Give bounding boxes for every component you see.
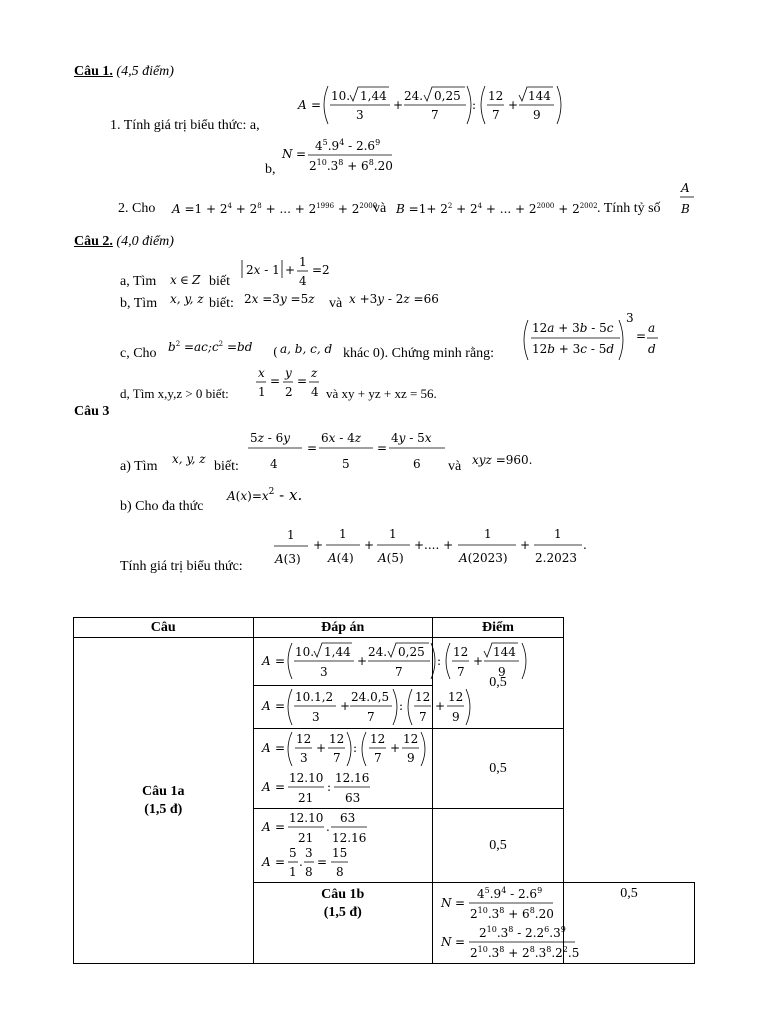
svg-text:6: 6 [413,457,421,471]
q3-b-text: b) Cho đa thức [120,499,204,514]
svg-text:21: 21 [297,791,313,805]
svg-text:12: 12 [295,732,311,746]
svg-text:=: = [311,98,322,112]
svg-text:3: 3 [319,665,328,679]
svg-text::: : [398,699,403,713]
svg-text:12: 12 [488,89,504,103]
q1-heading: Câu 1. (4,5 điểm) [74,64,174,79]
svg-text:7: 7 [418,710,427,724]
svg-text:A: A [261,741,271,755]
svg-text:1,44: 1,44 [360,89,387,103]
svg-text:12.10: 12.10 [288,771,323,785]
cau-1a-label: Câu 1a [142,784,185,799]
svg-text:12: 12 [452,645,468,659]
svg-text:.: . [298,855,303,869]
svg-text:1: 1 [258,385,266,399]
svg-text:=: = [455,896,466,910]
svg-text:N: N [441,935,452,949]
svg-text:A =1 + 24 + 28 + ... + 21996 +: $A =1 + 2^4 + 2^8$ + ... + $2^{1996} + 2^{2000}$ [172,202,378,216]
svg-text:9: 9 [533,108,541,122]
svg-text:4: 4 [299,274,307,288]
svg-text:10.: 10. [331,89,351,103]
svg-text:210.38 + 68.20: $2^{10}.3^8 + 6^8.20$ [309,158,393,173]
svg-text:+: + [285,263,296,277]
score-cell: 0,5 [563,883,694,964]
svg-text:12: 12 [447,690,463,704]
svg-text:24.: 24. [367,645,387,659]
q1-points: (4,5 điểm) [116,64,174,79]
svg-text:=: = [274,780,285,794]
svg-text:2: 2 [285,385,293,399]
svg-text:a, b, c, d: a, b, c, d [280,342,333,356]
svg-text:12b + 3c - 5d: 12b + 3c - 5d [532,342,615,356]
q3-heading: Câu 3 [74,404,110,419]
svg-text:1: 1 [339,527,347,541]
q2-b-mid: biết: [209,296,234,311]
svg-text:A(2023): A(2023) [459,551,508,565]
header-diem: Điểm [433,618,564,638]
svg-text:12: 12 [414,690,430,704]
svg-text:Z: Z [192,273,201,287]
svg-text:=: = [274,699,285,713]
svg-text:12.16: 12.16 [331,831,366,845]
answer-1a-step2-math [254,686,748,728]
svg-text::: : [352,741,357,755]
svg-text:7: 7 [492,108,500,122]
cau-1b-label: Câu 1b [321,887,365,902]
q3-a-mid: biết: [214,459,239,474]
svg-text:=: = [274,741,285,755]
svg-text:210.38 + 68.20: $2^{10}.3^8 + 6^8.20$ [470,906,554,921]
svg-text:1: 1 [288,865,297,879]
q2-points: (4,0 điểm) [116,234,174,249]
svg-text:=: = [270,374,281,388]
svg-text:7: 7 [366,710,375,724]
svg-text:+: + [393,98,404,112]
q1-item1-text: 1. Tính giá trị biểu thức: a, [110,118,260,133]
svg-text:=: = [307,441,318,455]
svg-text:2x - 1: 2x - 1 [246,263,280,277]
svg-text:=2: =2 [312,263,330,277]
svg-text:6x - 4z: 6x - 4z [321,431,362,445]
svg-text:+: + [434,699,445,713]
answer-1a-step1-math [254,638,748,685]
answer-table [73,617,695,964]
svg-text:+: + [339,699,350,713]
svg-text:9: 9 [497,665,506,679]
svg-text:45.94 - 2.69: $4^5.9^4 - 2.6^9$ [315,138,381,153]
svg-text:1: 1 [554,527,562,541]
svg-text:0,25: 0,25 [434,89,461,103]
svg-text:24.: 24. [404,89,424,103]
answer-1a-step3 [253,729,433,809]
svg-text:a: a [648,321,656,335]
svg-text::: : [326,780,331,794]
q2-d-text: d, Tìm x,y,z > 0 biết: [120,386,229,401]
svg-text:z: z [311,366,318,380]
svg-text:x +3y - 2z =66: x +3y - 2z =66 [349,292,439,306]
svg-text:x, y, z: x, y, z [172,452,206,466]
svg-text:210.38 + 28.38.22.5: $2^{10}.3^8 + 2^8.3^8.2^2.5$ [470,945,580,960]
svg-text:21: 21 [297,831,313,845]
svg-text:.: . [583,538,587,552]
svg-text:=: = [297,374,308,388]
svg-text:N: N [282,147,293,161]
svg-text:24.0,5: 24.0,5 [350,690,389,704]
answer-1b-step1-math [433,883,768,963]
svg-text:1: 1 [287,528,295,542]
svg-text:7: 7 [456,665,465,679]
answer-1a-step3-math [254,729,748,808]
svg-text:xyz =960.: xyz =960. [472,453,533,467]
svg-text:+: + [520,538,531,552]
q3-a-text: a) Tìm [120,459,158,474]
svg-text:B =1+ 22 + 24 + ... + 22000 +: $B =1+ 2^2 + 2^4$ + ... + $2^{2000} + 2^{2002}$ [396,202,598,216]
table-header-row [74,618,695,638]
q3-a-and: và [448,459,462,474]
svg-text:1: 1 [389,527,397,541]
score-cell: 0,5 [433,638,564,729]
svg-text:12a + 3b - 5c: 12a + 3b - 5c [532,321,614,335]
svg-text:63: 63 [344,791,360,805]
q2-d-tail: và xy + yz + xz = 56. [326,386,437,401]
header-cau: Câu [74,618,254,638]
svg-text:2.2023: 2.2023 [535,551,577,565]
svg-text:2x =3y =5z: 2x =3y =5z [244,292,315,306]
svg-text:7: 7 [332,751,341,765]
q2-a-text: a, Tìm [120,274,157,289]
table-row [74,638,695,686]
svg-text:+: + [315,741,326,755]
svg-text:3: 3 [299,751,308,765]
svg-text:+: + [313,538,324,552]
cau-1a-points: (1,5 đ) [144,801,183,817]
svg-text:4: 4 [270,457,278,471]
svg-text:+: + [389,741,400,755]
answer-1a-step4 [253,809,433,883]
svg-text:+: + [508,98,519,112]
cau-1b-points: (1,5 đ) [323,904,362,920]
svg-text:144: 144 [492,645,516,659]
svg-text:A: A [681,181,690,195]
svg-text:5: 5 [288,846,297,860]
svg-text:N: N [441,896,452,910]
svg-text:x: x [170,273,177,287]
svg-text:=: = [455,935,466,949]
svg-text:10.: 10. [294,645,314,659]
svg-text:5: 5 [342,457,350,471]
svg-text:+.... +: +.... + [414,538,454,552]
svg-text:=: = [296,147,307,161]
q2-c-text: c, Cho [120,346,157,361]
svg-text:B: B [681,202,690,216]
svg-text:9: 9 [451,710,460,724]
answer-1a-step2 [253,686,463,729]
svg-text:0,25: 0,25 [397,645,425,659]
svg-text:144: 144 [528,89,551,103]
q1-item2-prefix: 2. Cho [118,201,156,216]
svg-text:b2 =ac;c2 =bd: $b^2$ $=ac;c^2 =bd$ [168,340,253,354]
svg-text:A: A [261,820,271,834]
svg-text:=: = [274,654,285,668]
svg-text:=: = [316,855,327,869]
svg-text:A(5): A(5) [378,551,404,565]
q2-heading: Câu 2. (4,0 điểm) [74,234,174,249]
svg-text:7: 7 [431,108,439,122]
svg-text::: : [436,654,441,668]
svg-text:d: d [648,342,656,356]
svg-text:12: 12 [328,732,344,746]
svg-text:3: 3 [311,710,320,724]
svg-text:=: = [377,441,388,455]
svg-text:12.16: 12.16 [334,771,369,785]
svg-text:=: = [274,855,285,869]
svg-text:3: 3 [356,108,364,122]
svg-text:3: 3 [304,846,313,860]
q2-c-mid: khác 0). Chứng minh rằng: [343,346,495,361]
svg-text:=: = [636,329,647,343]
svg-text:4y - 5x: 4y - 5x [391,431,432,445]
svg-text:8: 8 [304,865,313,879]
svg-text:9: 9 [406,751,415,765]
header-dap-an: Đáp án [253,618,433,638]
svg-text:y: y [285,366,292,380]
q1-item1b-label: b, [265,162,276,177]
svg-text:1: 1 [484,527,492,541]
svg-text:12: 12 [402,732,418,746]
svg-text:A(3): A(3) [275,552,301,566]
svg-text:7: 7 [394,665,403,679]
svg-text:+: + [364,538,375,552]
svg-text:=: = [274,820,285,834]
q3-calc-text: Tính giá trị biểu thức: [120,559,243,574]
svg-text:1: 1 [299,255,307,269]
score-cell: 0,5 [433,809,564,883]
svg-text:5z - 6y: 5z - 6y [250,431,291,445]
svg-text:A(x)=x2 - x.: $A(x)=x^2 - x$. [227,486,303,504]
svg-text:+: + [356,654,367,668]
svg-text:x, y, z: x, y, z [170,292,204,306]
q1-item2-suffix: . Tính tỷ số [597,201,661,216]
svg-text:A: A [261,780,271,794]
svg-text:10.1,2: 10.1,2 [294,690,333,704]
svg-text:(: ( [273,345,278,359]
svg-text:4: 4 [311,385,319,399]
q2-b-and: và [329,296,343,311]
svg-text:+: + [472,654,483,668]
svg-text:A: A [261,654,271,668]
svg-text:.: . [325,820,330,834]
svg-text:15: 15 [331,846,347,860]
svg-text:∈: ∈ [180,273,189,287]
svg-text:8: 8 [335,865,344,879]
svg-text:A: A [261,699,271,713]
q1-item2-and: và [373,201,387,216]
svg-text::: : [472,98,477,112]
q2-b-text: b, Tìm [120,296,158,311]
svg-text:A: A [298,98,307,112]
cau-1a-cell [74,638,254,964]
svg-text:A: A [261,855,271,869]
svg-text:x: x [258,366,265,380]
svg-text:A(4): A(4) [328,551,354,565]
svg-text:63: 63 [339,811,355,825]
svg-text:7: 7 [373,751,382,765]
answer-1a-step4-math [254,809,748,882]
svg-text:210.38 - 2.26.39: $2^{10}.3^8 - 2.2^6.3^9$ [479,925,566,940]
svg-text:3: 3 [626,311,634,325]
score-cell: 0,5 [433,729,564,809]
svg-text:1,44: 1,44 [323,645,351,659]
svg-text:12.10: 12.10 [288,811,323,825]
q2-a-mid: biết [209,274,230,289]
answer-1b-step1 [433,883,580,964]
svg-text:45.94 - 2.69: $4^5.9^4 - 2.6^9$ [477,886,543,901]
cau-1b-cell [253,883,433,964]
svg-text:12: 12 [369,732,385,746]
